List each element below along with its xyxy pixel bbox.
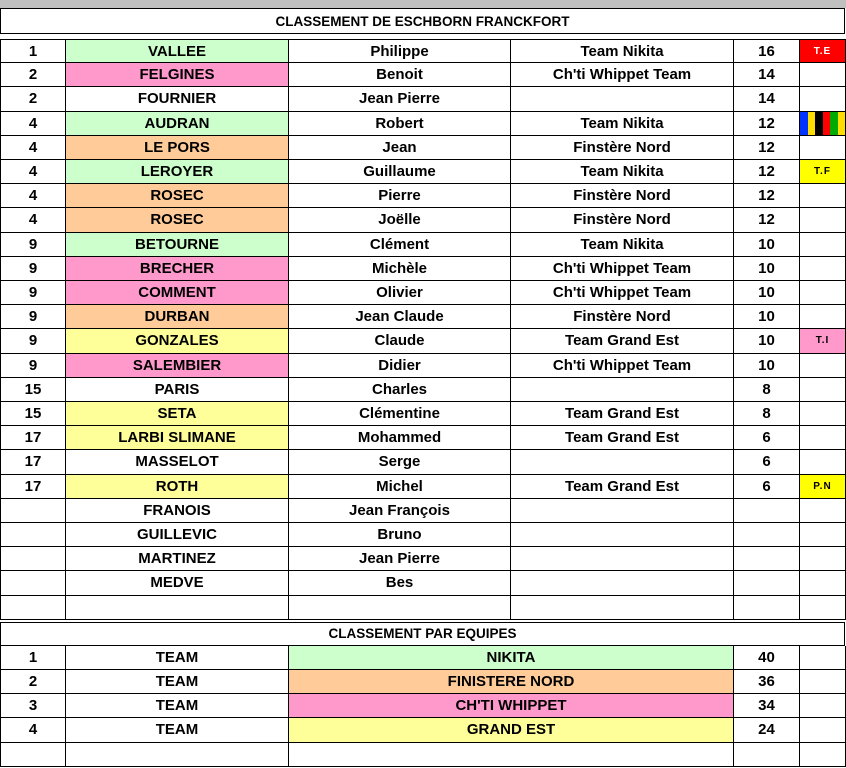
last-name-cell[interactable]: BRECHER bbox=[66, 257, 289, 281]
team-cell[interactable] bbox=[511, 87, 734, 111]
team-cell[interactable]: Team Nikita bbox=[511, 112, 734, 136]
rank-cell[interactable]: 9 bbox=[0, 233, 66, 257]
team-empty-cell[interactable] bbox=[800, 718, 846, 742]
last-name-cell[interactable]: VALLEE bbox=[66, 39, 289, 63]
team-cell[interactable]: Finstère Nord bbox=[511, 208, 734, 232]
badge-cell[interactable] bbox=[800, 305, 846, 329]
points-cell[interactable]: 6 bbox=[734, 426, 800, 450]
first-name-cell[interactable]: Clémentine bbox=[289, 402, 511, 426]
team-rank-cell[interactable]: 4 bbox=[0, 718, 66, 742]
rank-cell[interactable]: 9 bbox=[0, 281, 66, 305]
points-cell[interactable]: 10 bbox=[734, 257, 800, 281]
last-name-cell[interactable]: AUDRAN bbox=[66, 112, 289, 136]
rank-cell[interactable]: 4 bbox=[0, 208, 66, 232]
table-row bbox=[0, 596, 846, 620]
team-rank-cell[interactable] bbox=[0, 743, 66, 767]
rank-cell[interactable]: 4 bbox=[0, 136, 66, 160]
badge-cell[interactable] bbox=[800, 571, 846, 595]
rank-cell[interactable]: 9 bbox=[0, 305, 66, 329]
first-name-cell[interactable]: Didier bbox=[289, 354, 511, 378]
points-cell[interactable]: 8 bbox=[734, 378, 800, 402]
team-cell[interactable] bbox=[511, 547, 734, 571]
team-row bbox=[0, 646, 846, 670]
first-name-cell[interactable]: Pierre bbox=[289, 184, 511, 208]
table-row bbox=[0, 136, 846, 160]
points-cell[interactable] bbox=[734, 571, 800, 595]
badge-cell[interactable] bbox=[800, 475, 846, 499]
team-cell[interactable]: Team Grand Est bbox=[511, 475, 734, 499]
first-name-cell[interactable]: Serge bbox=[289, 450, 511, 474]
first-name-cell[interactable]: Jean Pierre bbox=[289, 87, 511, 111]
badge-cell[interactable] bbox=[800, 184, 846, 208]
team-cell[interactable]: Team Grand Est bbox=[511, 426, 734, 450]
rank-cell[interactable]: 9 bbox=[0, 257, 66, 281]
team-row bbox=[0, 694, 846, 718]
table-row bbox=[0, 305, 846, 329]
first-name-cell[interactable] bbox=[289, 596, 511, 620]
last-name-cell[interactable]: LEROYER bbox=[66, 160, 289, 184]
table-row bbox=[0, 426, 846, 450]
rank-cell[interactable] bbox=[0, 523, 66, 547]
team-ranking-title: CLASSEMENT PAR EQUIPES bbox=[0, 622, 845, 646]
rank-cell[interactable]: 17 bbox=[0, 475, 66, 499]
first-name-cell[interactable]: Clément bbox=[289, 233, 511, 257]
team-cell[interactable] bbox=[511, 450, 734, 474]
badge-label: P.N bbox=[800, 475, 845, 498]
first-name-cell[interactable]: Robert bbox=[289, 112, 511, 136]
badge-cell[interactable] bbox=[800, 402, 846, 426]
points-cell[interactable] bbox=[734, 596, 800, 620]
top-header-strip bbox=[0, 0, 846, 8]
team-label-cell[interactable] bbox=[66, 743, 289, 767]
rank-cell[interactable]: 9 bbox=[0, 354, 66, 378]
last-name-cell[interactable]: ROTH bbox=[66, 475, 289, 499]
badge-cell[interactable] bbox=[800, 136, 846, 160]
team-cell[interactable]: Team Grand Est bbox=[511, 402, 734, 426]
table-row bbox=[0, 112, 846, 136]
rank-cell[interactable]: 9 bbox=[0, 329, 66, 353]
rank-cell[interactable]: 17 bbox=[0, 450, 66, 474]
last-name-cell[interactable]: BETOURNE bbox=[66, 233, 289, 257]
team-rank-cell[interactable]: 3 bbox=[0, 694, 66, 718]
team-empty-cell[interactable] bbox=[800, 694, 846, 718]
first-name-cell[interactable]: Michel bbox=[289, 475, 511, 499]
table-row bbox=[0, 402, 846, 426]
badge-cell[interactable] bbox=[800, 160, 846, 184]
points-cell[interactable]: 12 bbox=[734, 208, 800, 232]
badge-cell[interactable] bbox=[800, 233, 846, 257]
points-cell[interactable] bbox=[734, 547, 800, 571]
last-name-cell[interactable]: PARIS bbox=[66, 378, 289, 402]
rank-cell[interactable] bbox=[0, 499, 66, 523]
rank-cell[interactable]: 1 bbox=[0, 39, 66, 63]
first-name-cell[interactable]: Michèle bbox=[289, 257, 511, 281]
badge-cell[interactable] bbox=[800, 354, 846, 378]
badge-label: T.E bbox=[800, 40, 845, 62]
points-cell[interactable] bbox=[734, 499, 800, 523]
first-name-cell[interactable]: Mohammed bbox=[289, 426, 511, 450]
table-row bbox=[0, 523, 846, 547]
team-name-cell[interactable] bbox=[289, 743, 734, 767]
last-name-cell[interactable]: FELGINES bbox=[66, 63, 289, 87]
points-cell[interactable]: 14 bbox=[734, 63, 800, 87]
first-name-cell[interactable]: Bruno bbox=[289, 523, 511, 547]
last-name-cell[interactable]: FRANOIS bbox=[66, 499, 289, 523]
team-name-cell[interactable]: GRAND EST bbox=[289, 718, 734, 742]
first-name-cell[interactable]: Philippe bbox=[289, 39, 511, 63]
team-label-cell[interactable]: TEAM bbox=[66, 646, 289, 670]
rank-cell[interactable]: 4 bbox=[0, 112, 66, 136]
points-cell[interactable]: 8 bbox=[734, 402, 800, 426]
team-cell[interactable]: Ch'ti Whippet Team bbox=[511, 257, 734, 281]
badge-cell[interactable] bbox=[800, 499, 846, 523]
team-cell[interactable]: Ch'ti Whippet Team bbox=[511, 281, 734, 305]
table-row bbox=[0, 87, 846, 111]
rank-cell[interactable]: 2 bbox=[0, 63, 66, 87]
team-cell[interactable]: Team Nikita bbox=[511, 39, 734, 63]
table-row bbox=[0, 281, 846, 305]
badge-label: T.F bbox=[800, 160, 845, 183]
team-empty-cell[interactable] bbox=[800, 646, 846, 670]
table-row bbox=[0, 499, 846, 523]
badge-label: T.I bbox=[800, 329, 845, 352]
rank-cell[interactable]: 15 bbox=[0, 402, 66, 426]
first-name-cell[interactable]: Guillaume bbox=[289, 160, 511, 184]
team-cell[interactable]: Team Nikita bbox=[511, 160, 734, 184]
badge-cell[interactable] bbox=[800, 329, 846, 353]
team-label-cell[interactable]: TEAM bbox=[66, 694, 289, 718]
first-name-cell[interactable]: Joëlle bbox=[289, 208, 511, 232]
table-row bbox=[0, 208, 846, 232]
points-cell[interactable] bbox=[734, 523, 800, 547]
badge-cell[interactable] bbox=[800, 450, 846, 474]
first-name-cell[interactable]: Jean Pierre bbox=[289, 547, 511, 571]
last-name-cell[interactable]: DURBAN bbox=[66, 305, 289, 329]
points-cell[interactable]: 10 bbox=[734, 281, 800, 305]
team-rank-cell[interactable]: 1 bbox=[0, 646, 66, 670]
team-cell[interactable]: Team Nikita bbox=[511, 233, 734, 257]
first-name-cell[interactable]: Olivier bbox=[289, 281, 511, 305]
rank-cell[interactable]: 2 bbox=[0, 87, 66, 111]
points-cell[interactable]: 10 bbox=[734, 354, 800, 378]
last-name-cell[interactable]: ROSEC bbox=[66, 208, 289, 232]
last-name-cell[interactable]: MARTINEZ bbox=[66, 547, 289, 571]
badge-cell[interactable] bbox=[800, 87, 846, 111]
team-points-cell[interactable]: 34 bbox=[734, 694, 800, 718]
badge-cell[interactable] bbox=[800, 281, 846, 305]
multicolor-stripes bbox=[800, 112, 845, 135]
team-cell[interactable]: Team Grand Est bbox=[511, 329, 734, 353]
badge-cell[interactable] bbox=[800, 257, 846, 281]
team-points-cell[interactable]: 24 bbox=[734, 718, 800, 742]
points-cell[interactable]: 16 bbox=[734, 39, 800, 63]
rank-cell[interactable]: 17 bbox=[0, 426, 66, 450]
badge-cell[interactable] bbox=[800, 208, 846, 232]
team-cell[interactable]: Finstère Nord bbox=[511, 184, 734, 208]
points-cell[interactable]: 10 bbox=[734, 233, 800, 257]
first-name-cell[interactable]: Claude bbox=[289, 329, 511, 353]
points-cell[interactable]: 12 bbox=[734, 160, 800, 184]
team-cell[interactable] bbox=[511, 523, 734, 547]
table-row bbox=[0, 378, 846, 402]
points-cell[interactable]: 10 bbox=[734, 305, 800, 329]
rank-cell[interactable]: 4 bbox=[0, 160, 66, 184]
last-name-cell[interactable]: ROSEC bbox=[66, 184, 289, 208]
team-points-cell[interactable]: 36 bbox=[734, 670, 800, 694]
table-row bbox=[0, 233, 846, 257]
team-rank-cell[interactable]: 2 bbox=[0, 670, 66, 694]
badge-cell[interactable] bbox=[800, 596, 846, 620]
rank-cell[interactable]: 15 bbox=[0, 378, 66, 402]
points-cell[interactable]: 12 bbox=[734, 136, 800, 160]
points-cell[interactable]: 12 bbox=[734, 112, 800, 136]
last-name-cell[interactable]: MASSELOT bbox=[66, 450, 289, 474]
last-name-cell[interactable]: SETA bbox=[66, 402, 289, 426]
table-row bbox=[0, 547, 846, 571]
team-name-cell[interactable]: NIKITA bbox=[289, 646, 734, 670]
badge-cell[interactable] bbox=[800, 39, 846, 63]
badge-cell[interactable] bbox=[800, 547, 846, 571]
badge-cell[interactable] bbox=[800, 523, 846, 547]
team-cell[interactable]: Finstère Nord bbox=[511, 136, 734, 160]
first-name-cell[interactable]: Benoit bbox=[289, 63, 511, 87]
badge-cell[interactable] bbox=[800, 112, 846, 136]
points-cell[interactable]: 12 bbox=[734, 184, 800, 208]
team-cell[interactable] bbox=[511, 596, 734, 620]
team-row bbox=[0, 670, 846, 694]
table-row bbox=[0, 329, 846, 353]
table-row bbox=[0, 257, 846, 281]
last-name-cell[interactable] bbox=[66, 596, 289, 620]
table-row bbox=[0, 354, 846, 378]
last-name-cell[interactable]: MEDVE bbox=[66, 571, 289, 595]
rank-cell[interactable] bbox=[0, 547, 66, 571]
team-name-cell[interactable]: CH'TI WHIPPET bbox=[289, 694, 734, 718]
points-cell[interactable]: 6 bbox=[734, 450, 800, 474]
first-name-cell[interactable]: Bes bbox=[289, 571, 511, 595]
points-cell[interactable]: 10 bbox=[734, 329, 800, 353]
team-cell[interactable]: Finstère Nord bbox=[511, 305, 734, 329]
team-name-cell[interactable]: FINISTERE NORD bbox=[289, 670, 734, 694]
table-row bbox=[0, 160, 846, 184]
team-row bbox=[0, 718, 846, 742]
last-name-cell[interactable]: LARBI SLIMANE bbox=[66, 426, 289, 450]
badge-cell[interactable] bbox=[800, 378, 846, 402]
rank-cell[interactable] bbox=[0, 596, 66, 620]
rank-cell[interactable] bbox=[0, 571, 66, 595]
badge-cell[interactable] bbox=[800, 426, 846, 450]
team-empty-cell[interactable] bbox=[800, 743, 846, 767]
rank-cell[interactable]: 4 bbox=[0, 184, 66, 208]
last-name-cell[interactable]: GONZALES bbox=[66, 329, 289, 353]
team-points-cell[interactable] bbox=[734, 743, 800, 767]
team-row bbox=[0, 743, 846, 767]
first-name-cell[interactable]: Jean Claude bbox=[289, 305, 511, 329]
team-cell[interactable] bbox=[511, 378, 734, 402]
team-empty-cell[interactable] bbox=[800, 670, 846, 694]
table-row bbox=[0, 450, 846, 474]
table-row bbox=[0, 184, 846, 208]
last-name-cell[interactable]: LE PORS bbox=[66, 136, 289, 160]
badge-cell[interactable] bbox=[800, 63, 846, 87]
team-label-cell[interactable]: TEAM bbox=[66, 718, 289, 742]
table-row bbox=[0, 63, 846, 87]
team-title-row bbox=[0, 622, 846, 646]
team-label-cell[interactable]: TEAM bbox=[66, 670, 289, 694]
first-name-cell[interactable]: Jean bbox=[289, 136, 511, 160]
last-name-cell[interactable]: COMMENT bbox=[66, 281, 289, 305]
title-row bbox=[0, 8, 846, 34]
table-row bbox=[0, 571, 846, 595]
team-cell[interactable] bbox=[511, 499, 734, 523]
first-name-cell[interactable]: Jean François bbox=[289, 499, 511, 523]
last-name-cell[interactable]: GUILLEVIC bbox=[66, 523, 289, 547]
first-name-cell[interactable]: Charles bbox=[289, 378, 511, 402]
team-cell[interactable] bbox=[511, 571, 734, 595]
last-name-cell[interactable]: SALEMBIER bbox=[66, 354, 289, 378]
team-cell[interactable]: Ch'ti Whippet Team bbox=[511, 63, 734, 87]
team-cell[interactable]: Ch'ti Whippet Team bbox=[511, 354, 734, 378]
table-row bbox=[0, 475, 846, 499]
team-points-cell[interactable]: 40 bbox=[734, 646, 800, 670]
last-name-cell[interactable]: FOURNIER bbox=[66, 87, 289, 111]
table-row bbox=[0, 39, 846, 63]
ranking-title: CLASSEMENT DE ESCHBORN FRANCKFORT bbox=[0, 8, 845, 34]
points-cell[interactable]: 6 bbox=[734, 475, 800, 499]
points-cell[interactable]: 14 bbox=[734, 87, 800, 111]
